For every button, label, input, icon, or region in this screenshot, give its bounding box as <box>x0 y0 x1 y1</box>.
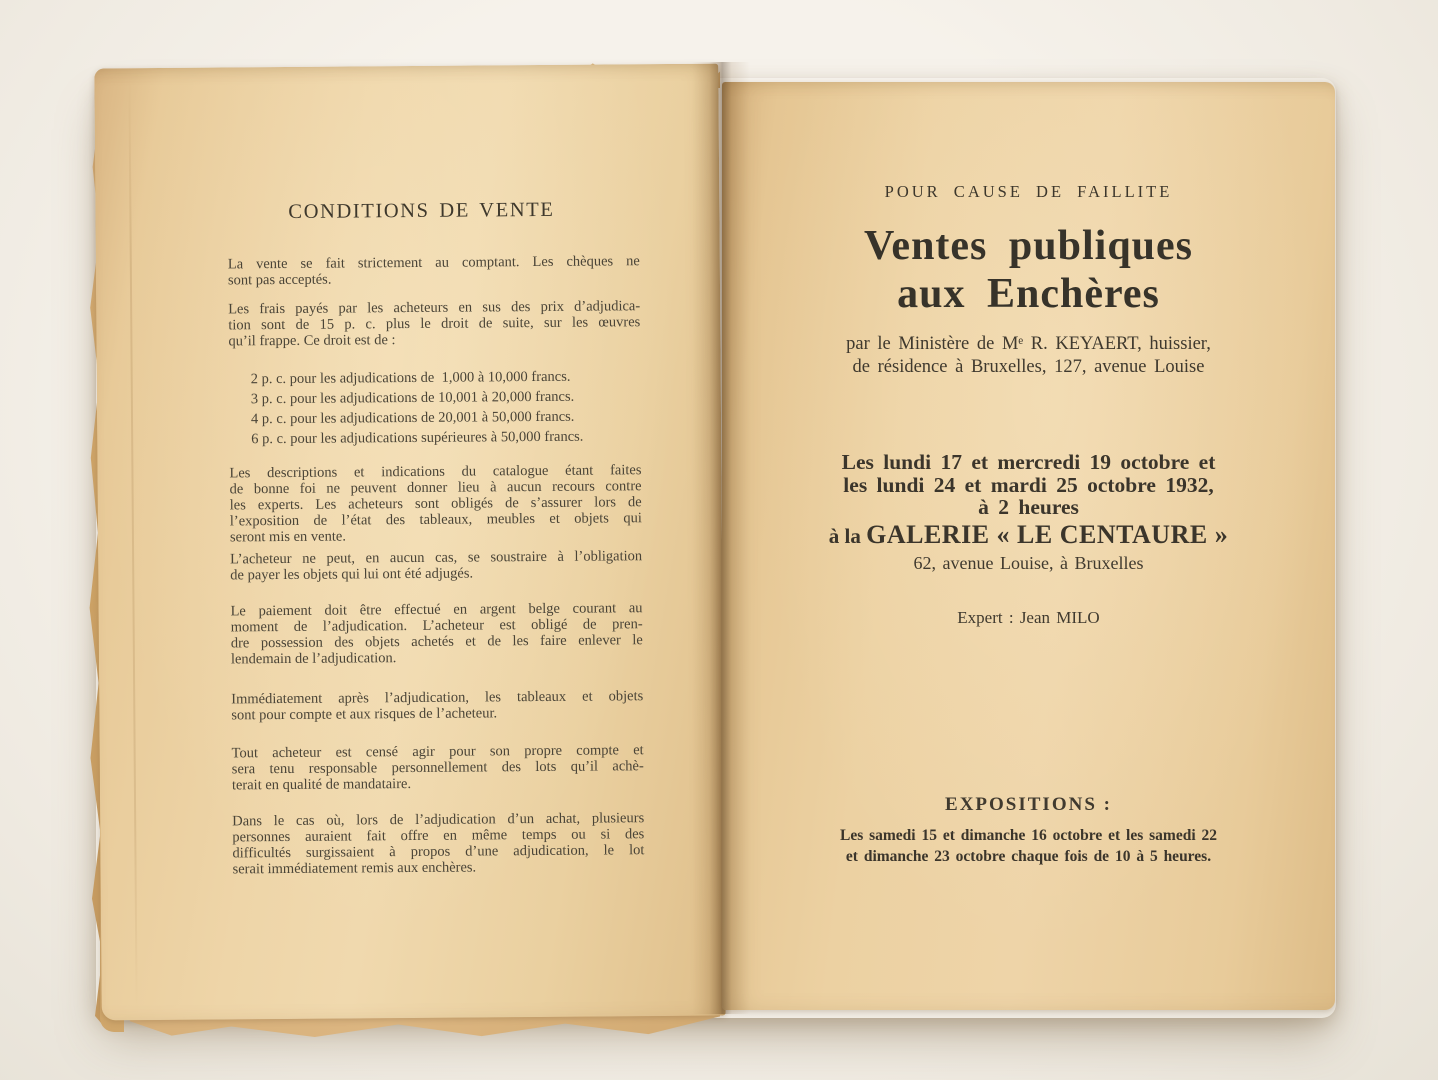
fees-list: 2 p. c. pour les adjudications de 1,000 à 10,000 francs. 3 p. c. pour les adjudications de 10,001 à 20,000 francs. 4 p. c. pour les adjudications de 20,001 à 50,000 francs. 6 p. c. pour les adjudications supérieures à 50,000 francs. <box>250 368 584 448</box>
right-page <box>722 82 1335 1010</box>
expositions-dates: Les samedi 15 et dimanche 16 octobre et les samedi 22 et dimanche 23 octobre chaque fois de 10 à 5 heures. <box>839 826 1218 865</box>
left-page-text-block <box>227 198 644 877</box>
paragraph-litiges: Dans le cas où, lors de l’adjudication d’un achat, plusieurs personnes auraient fait offre en même temps ou si des difficultés surgissaient à propos d’une adjudication, le lot serait immédiatement remis aux enchères. <box>232 810 645 878</box>
sale-reason-kicker: POUR CAUSE DE FAILLITE <box>884 182 1173 201</box>
conditions-title: CONDITIONS DE VENTE <box>288 198 555 223</box>
venue-name: GALERIE « LE CENTAURE » <box>866 519 1229 549</box>
paragraph-payment: La vente se fait strictement au comptant. Les chèques ne sont pas acceptés. <box>227 253 640 289</box>
paragraph-paiement: Le paiement doit être effectué en argent belge courant au moment de l’adjudication. L’acheteur est obligé de pren- dre possession des objets achetés et de les faire enlever le lendemain de l’adjudication. <box>230 600 643 668</box>
ministry-lines: par le Ministère de Mᵉ R. KEYAERT, huissier, de résidence à Bruxelles, 127, avenue Louise <box>846 334 1211 377</box>
paragraph-risques: Immédiatement après l’adjudication, les tableaux et objets sont pour compte et aux risques de l’acheteur. <box>231 688 644 724</box>
venue-address: 62, avenue Louise, à Bruxelles <box>913 552 1144 573</box>
expert-line: Expert : Jean MILO <box>957 607 1100 627</box>
left-page <box>94 64 725 1021</box>
expositions-title: EXPOSITIONS : <box>945 793 1112 815</box>
paragraph-obligation: L’acheteur ne peut, en aucun cas, se soustraire à l’obligation de payer les objets qui lui ont été adjugés. <box>230 548 643 584</box>
right-page-text-block <box>760 82 1297 1010</box>
paragraph-mandataire: Tout acheteur est censé agir pour son propre compte et sera tenu responsable personnellement des lots qu’il achè- terait en qualité de mandataire. <box>231 742 644 794</box>
paragraph-fees-intro: Les frais payés par les acheteurs en sus des prix d’adjudica- tion sont de 15 p. c. plus le droit de suite, sur les œuvres qu’il frappe. Ce droit est de : <box>228 298 641 350</box>
venue-prefix: à la <box>828 523 867 548</box>
sale-main-title: Ventes publiques aux Enchères <box>863 223 1194 317</box>
sale-dates: Les lundi 17 et mercredi 19 octobre et les lundi 24 et mardi 25 octobre 1932, à 2 heures <box>841 450 1216 519</box>
paragraph-descriptions: Les descriptions et indications du catalogue étant faites de bonne foi ne peuvent donner lieu à aucun recours contre les experts. Les acheteurs sont obligés de s’assurer lors de l’exposition de l’état des tableaux, meubles et objets qui seront mis en vente. <box>229 462 642 546</box>
venue-line <box>760 520 1297 550</box>
